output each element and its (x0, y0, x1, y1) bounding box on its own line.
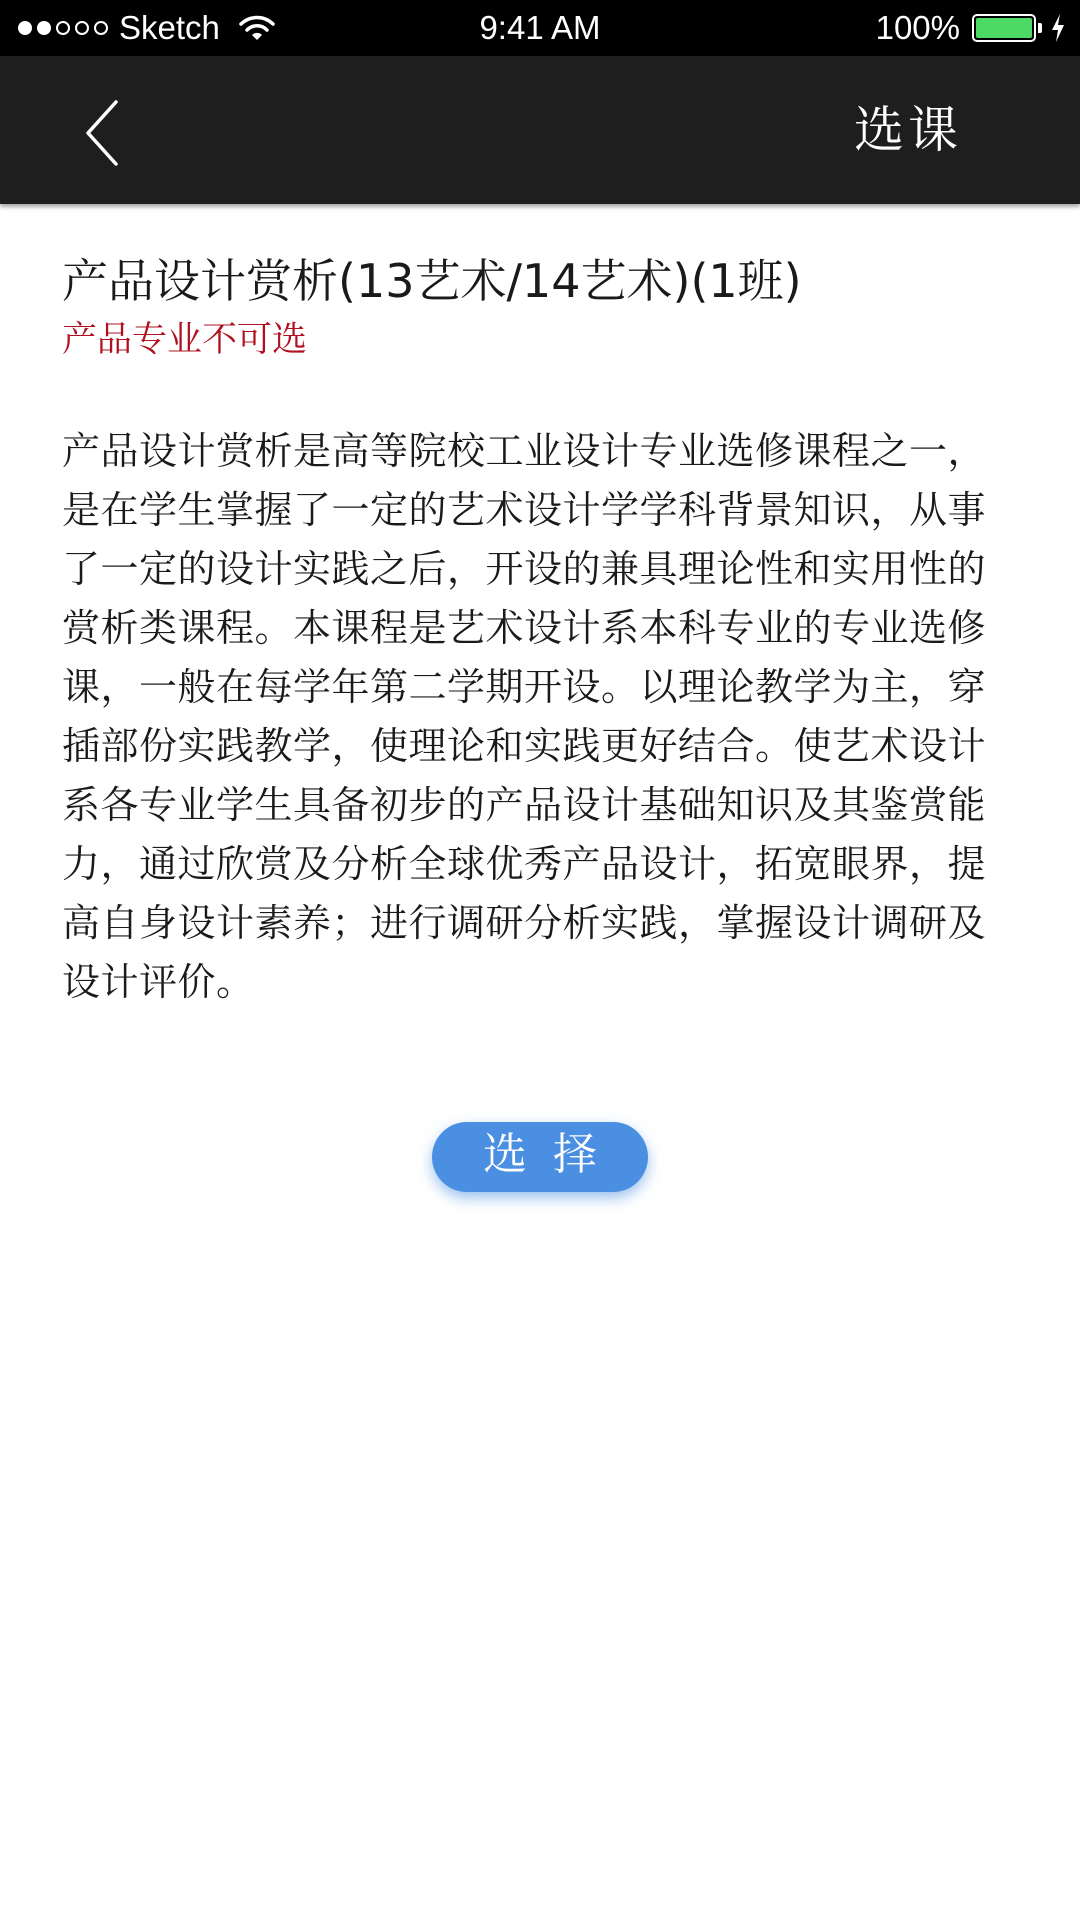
course-restriction-note: 产品专业不可选 (62, 320, 308, 360)
battery-nub (1038, 23, 1042, 33)
page-title: 选课 (854, 101, 962, 159)
carrier-name: Sketch (119, 9, 220, 46)
bolt-icon (1050, 13, 1066, 43)
status-bar (0, 0, 1080, 56)
course-title: 产品设计赏析(13艺术/14艺术)(1班) (62, 254, 802, 308)
status-right (876, 0, 1066, 56)
battery-percent: 100% (875, 9, 960, 46)
back-button[interactable] (82, 96, 142, 170)
navigation-bar (0, 56, 1080, 204)
select-button[interactable]: 选择 (432, 1122, 648, 1192)
course-detail (62, 246, 1022, 1012)
battery-level (976, 18, 1032, 38)
chevron-left-icon (82, 96, 142, 170)
course-description: 产品设计赏析是高等院校工业设计专业选修课程之一，是在学生掌握了一定的艺术设计学学科背景知识，从事了一定的设计实践之后，开设的兼具理论性和实用性的赏析类课程。本课程是艺术设计系本科专业的专业选修课，一般在每学年第二学期开设。以理论教学为主，穿插部份实践教学，使理论和实践更好结合。使艺术设计系各专业学生具备初步的产品设计基础知识及其鉴赏能力，通过欣赏及分析全球优秀产品设计，拓宽眼界，提高自身设计素养；进行调研分析实践，掌握设计调研及设计评价。 (62, 429, 987, 1004)
status-time: 9:41 AM (479, 9, 601, 46)
battery-icon (972, 14, 1036, 42)
